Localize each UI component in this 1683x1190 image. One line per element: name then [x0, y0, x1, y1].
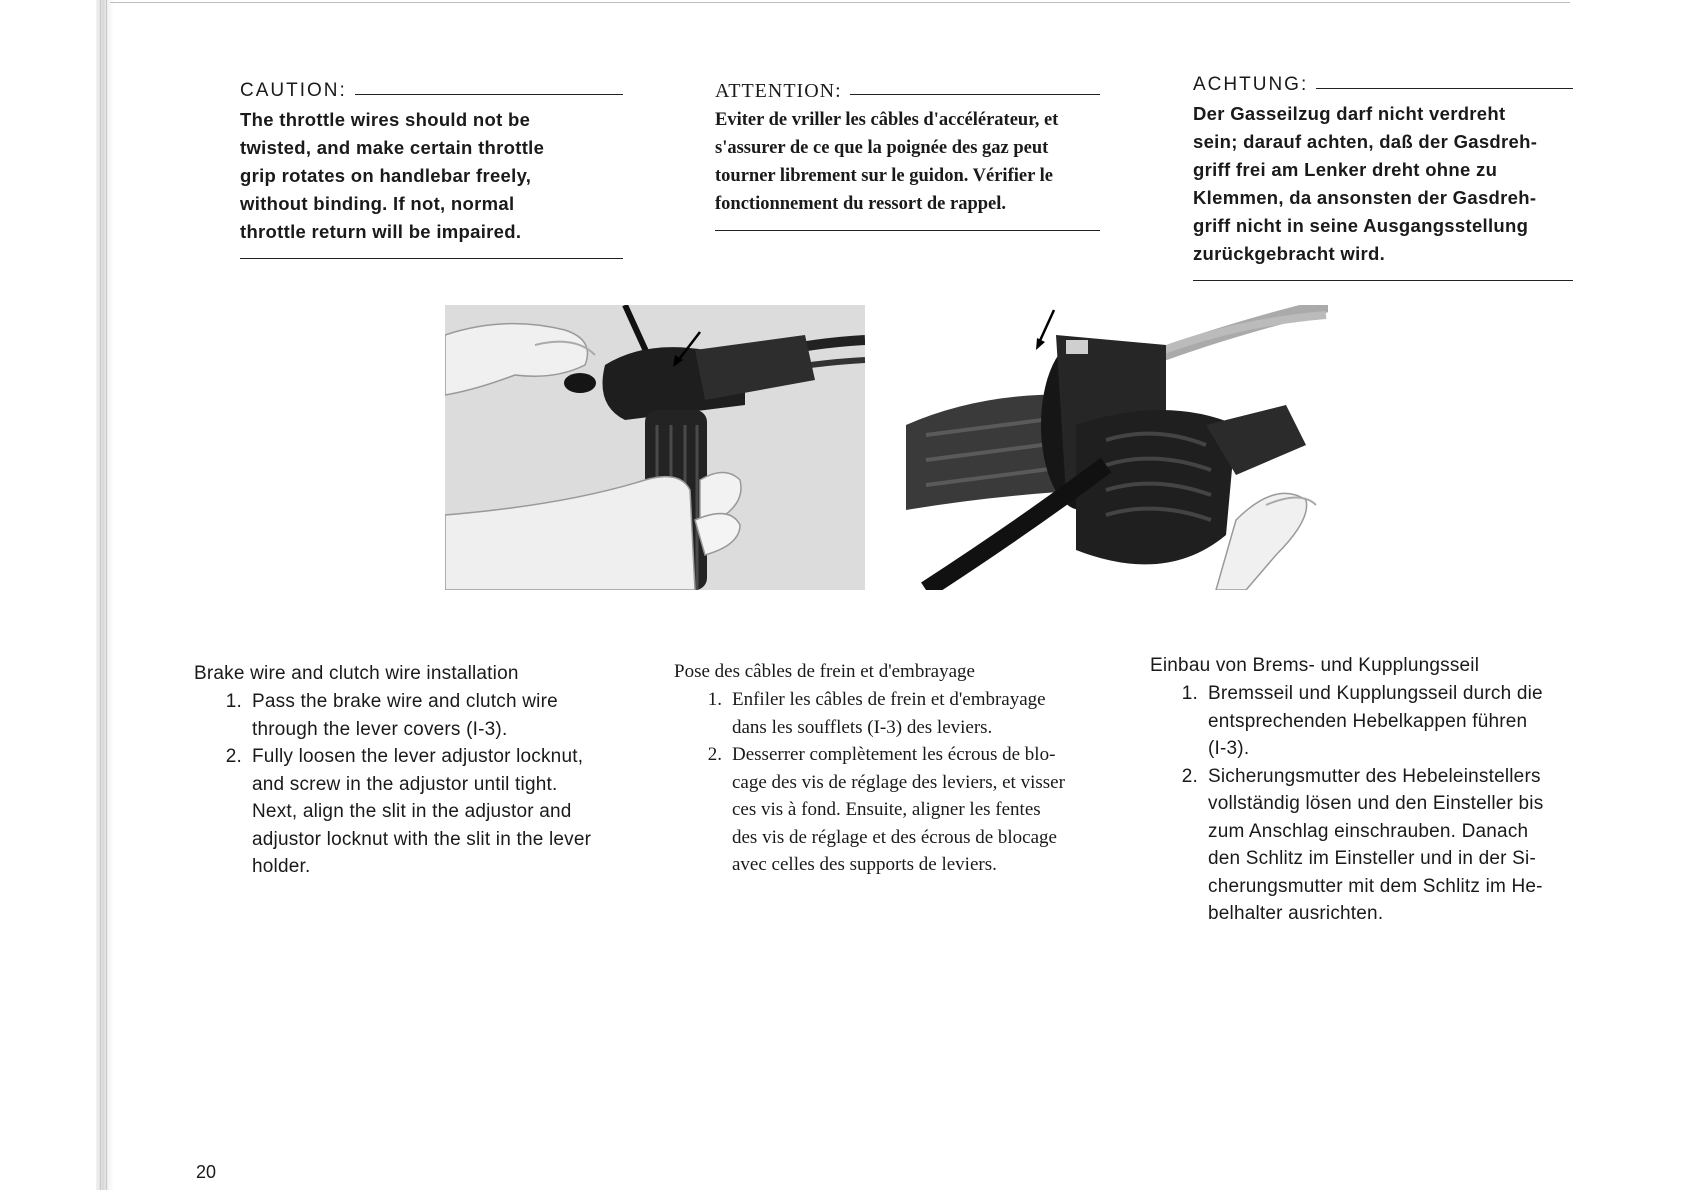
- text-line: tourner librement sur le guidon. Vérifier le: [715, 166, 1053, 186]
- achtung-bottom-rule: [1193, 280, 1573, 281]
- german-column: [1150, 652, 1580, 928]
- attention-text: [715, 106, 1100, 218]
- text-line: Der Gasseilzug darf nicht verdreht: [1193, 103, 1506, 124]
- english-step-2: [194, 743, 629, 881]
- attention-heading-rule: [850, 94, 1100, 95]
- text-line: belhalter ausrichten.: [1208, 903, 1384, 924]
- text-line: Eviter de vriller les câbles d'accélérateur, et: [715, 110, 1059, 130]
- french-column: [674, 658, 1109, 879]
- page-number: 20: [196, 1162, 217, 1182]
- french-step-2: [674, 741, 1109, 879]
- text-line: and screw in the adjustor until tight.: [252, 773, 558, 795]
- text-line: zurückgebracht wird.: [1193, 243, 1386, 264]
- achtung-header: [1193, 72, 1573, 98]
- text-line: Bremsseil und Kupplungsseil durch die: [1208, 683, 1543, 704]
- text-line: (I-3).: [1208, 738, 1250, 759]
- binding-line: [106, 0, 107, 1190]
- attention-header: [715, 78, 1100, 104]
- throttle-photo-right-image: [906, 305, 1328, 590]
- achtung-box: [1193, 72, 1573, 281]
- step-text: [252, 743, 629, 881]
- achtung-heading: ACHTUNG:: [1193, 74, 1309, 95]
- text-line: grip rotates on handlebar freely,: [240, 165, 532, 186]
- caution-header: [240, 78, 623, 104]
- text-line: Next, align the slit in the adjustor and: [252, 801, 572, 822]
- text-line: twisted, and make certain throttle: [240, 137, 545, 158]
- french-title: Pose des câbles de frein et d'embrayage: [674, 661, 975, 682]
- step-text: [252, 688, 629, 743]
- caution-box: [240, 78, 623, 259]
- caution-text: [240, 106, 623, 246]
- french-step-1: [674, 686, 1109, 741]
- attention-box: [715, 78, 1100, 231]
- text-line: Pass the brake wire and clutch wire: [252, 691, 558, 712]
- text-line: cherungsmutter mit dem Schlitz im He-: [1208, 875, 1543, 897]
- step-number: 2.: [225, 746, 242, 767]
- step-text: [732, 741, 1109, 879]
- english-column: [194, 660, 629, 881]
- text-line: fonctionnement du ressort de rappel.: [715, 194, 1007, 214]
- step-number: 1.: [1181, 683, 1198, 704]
- caution-bottom-rule: [240, 258, 623, 259]
- text-line: Sicherungsmutter des Hebeleinstellers: [1208, 765, 1541, 787]
- text-line: avec celles des supports de leviers.: [732, 854, 997, 875]
- step-number: 2.: [707, 744, 722, 765]
- step-number: 2.: [1181, 765, 1198, 787]
- text-line: griff frei am Lenker dreht ohne zu: [1193, 159, 1498, 180]
- step-number: 1.: [225, 691, 242, 712]
- throttle-photo-right: [906, 305, 1328, 590]
- german-step-1: [1150, 680, 1580, 763]
- text-line: Fully loosen the lever adjustor locknut,: [252, 746, 584, 767]
- text-line: throttle return will be impaired.: [240, 221, 522, 242]
- english-title: Brake wire and clutch wire installation: [194, 663, 519, 684]
- text-line: sein; darauf achten, daß der Gasdreh-: [1193, 131, 1538, 152]
- caution-heading: CAUTION:: [240, 80, 347, 101]
- text-line: Enfiler les câbles de frein et d'embrayage: [732, 689, 1046, 710]
- text-line: Klemmen, da ansonsten der Gasdreh-: [1193, 187, 1537, 208]
- text-line: den Schlitz im Einsteller und in der Si-: [1208, 848, 1536, 869]
- german-title: Einbau von Brems- und Kupplungsseil: [1150, 655, 1480, 676]
- text-line: holder.: [252, 856, 311, 877]
- text-line: dans les soufflets (I-3) des leviers.: [732, 716, 993, 738]
- binding-line: [100, 0, 101, 1190]
- text-line: through the lever covers (I-3).: [252, 718, 508, 740]
- step-number: 1.: [707, 689, 722, 710]
- english-step-1: [194, 688, 629, 743]
- text-line: entsprechenden Hebelkappen führen: [1208, 710, 1528, 732]
- attention-bottom-rule: [715, 230, 1100, 231]
- achtung-heading-rule: [1316, 88, 1573, 89]
- german-step-2: [1150, 763, 1580, 928]
- step-text: [732, 686, 1109, 741]
- throttle-photo-left: [445, 305, 865, 590]
- achtung-text: [1193, 100, 1573, 268]
- text-line: adjustor locknut with the slit in the lever: [252, 828, 592, 850]
- step-text: [1208, 763, 1580, 928]
- text-line: The throttle wires should not be: [240, 109, 531, 130]
- page-binding: [96, 0, 114, 1190]
- caution-heading-rule: [355, 94, 623, 95]
- text-line: vollständig lösen und den Einsteller bis: [1208, 793, 1544, 814]
- step-text: [1208, 680, 1580, 763]
- text-line: des vis de réglage et des écrous de blocage: [732, 826, 1057, 848]
- throttle-photo-left-image: [445, 305, 865, 590]
- text-line: zum Anschlag einschrauben. Danach: [1208, 820, 1529, 842]
- page-top-edge: [110, 2, 1570, 3]
- text-line: s'assurer de ce que la poignée des gaz peut: [715, 138, 1049, 158]
- text-line: cage des vis de réglage des leviers, et visser: [732, 771, 1065, 793]
- text-line: Desserrer complètement les écrous de blo-: [732, 744, 1056, 765]
- attention-heading: ATTENTION:: [715, 79, 842, 102]
- text-line: without binding. If not, normal: [240, 193, 515, 214]
- text-line: griff nicht in seine Ausgangsstellung: [1193, 215, 1529, 236]
- text-line: ces vis à fond. Ensuite, aligner les fentes: [732, 799, 1041, 820]
